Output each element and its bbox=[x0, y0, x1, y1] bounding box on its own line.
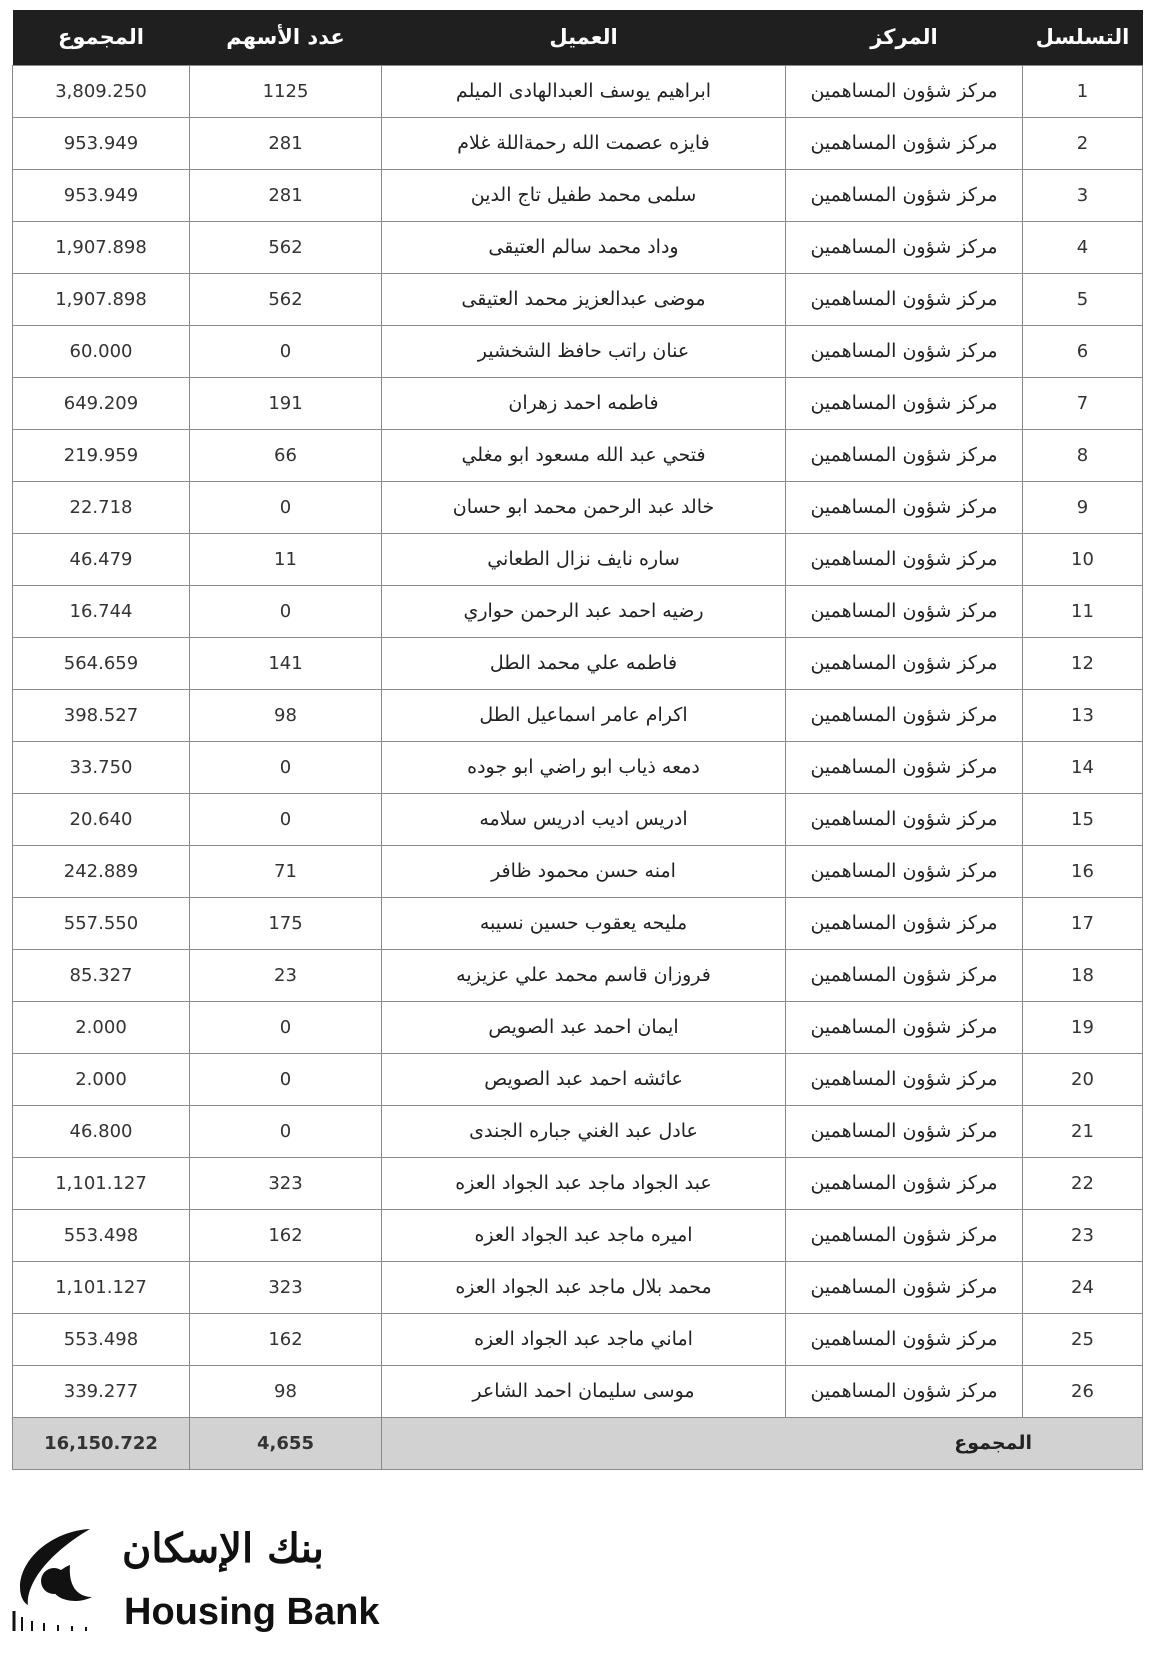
cell-seq: 20 bbox=[1023, 1053, 1143, 1105]
cell-seq: 15 bbox=[1023, 793, 1143, 845]
table-row bbox=[13, 273, 1143, 325]
cell-seq: 6 bbox=[1023, 325, 1143, 377]
table-row bbox=[13, 1157, 1143, 1209]
cell-seq: 19 bbox=[1023, 1001, 1143, 1053]
cell-total: 2.000 bbox=[13, 1053, 190, 1105]
cell-client: فاطمه احمد زهران bbox=[382, 377, 786, 429]
table-row bbox=[13, 637, 1143, 689]
cell-seq: 3 bbox=[1023, 169, 1143, 221]
table-row bbox=[13, 65, 1143, 117]
table-row bbox=[13, 377, 1143, 429]
cell-shares: 191 bbox=[190, 377, 382, 429]
cell-client: موضى عبدالعزيز محمد العتيقى bbox=[382, 273, 786, 325]
cell-center: مركز شؤون المساهمين bbox=[786, 689, 1023, 741]
cell-client: رضيه احمد عبد الرحمن حواري bbox=[382, 585, 786, 637]
cell-client: فتحي عبد الله مسعود ابو مغلي bbox=[382, 429, 786, 481]
cell-total: 398.527 bbox=[13, 689, 190, 741]
cell-shares: 0 bbox=[190, 1053, 382, 1105]
cell-shares: 0 bbox=[190, 1105, 382, 1157]
cell-center: مركز شؤون المساهمين bbox=[786, 273, 1023, 325]
cell-client: سلمى محمد طفيل تاج الدين bbox=[382, 169, 786, 221]
cell-seq: 8 bbox=[1023, 429, 1143, 481]
logo-english-text: Housing Bank bbox=[124, 1591, 380, 1633]
table-row bbox=[13, 1261, 1143, 1313]
table-row bbox=[13, 169, 1143, 221]
cell-shares: 162 bbox=[190, 1209, 382, 1261]
cell-shares: 141 bbox=[190, 637, 382, 689]
cell-center: مركز شؤون المساهمين bbox=[786, 741, 1023, 793]
cell-total: 1,101.127 bbox=[13, 1261, 190, 1313]
table-row bbox=[13, 533, 1143, 585]
header-center: المركز bbox=[870, 25, 938, 50]
cell-client: عائشه احمد عبد الصويص bbox=[382, 1053, 786, 1105]
cell-shares: 1125 bbox=[190, 65, 382, 117]
cell-seq: 1 bbox=[1023, 65, 1143, 117]
cell-center: مركز شؤون المساهمين bbox=[786, 1313, 1023, 1365]
table-row bbox=[13, 897, 1143, 949]
cell-center: مركز شؤون المساهمين bbox=[786, 793, 1023, 845]
cell-shares: 0 bbox=[190, 793, 382, 845]
cell-shares: 562 bbox=[190, 273, 382, 325]
cell-seq: 12 bbox=[1023, 637, 1143, 689]
cell-total: 953.949 bbox=[13, 117, 190, 169]
cell-total: 553.498 bbox=[13, 1209, 190, 1261]
cell-total: 339.277 bbox=[13, 1365, 190, 1417]
cell-client: عادل عبد الغني جباره الجندى bbox=[382, 1105, 786, 1157]
cell-seq: 10 bbox=[1023, 533, 1143, 585]
cell-client: اكرام عامر اسماعيل الطل bbox=[382, 689, 786, 741]
cell-shares: 0 bbox=[190, 741, 382, 793]
cell-seq: 24 bbox=[1023, 1261, 1143, 1313]
table-row bbox=[13, 1105, 1143, 1157]
table-row bbox=[13, 689, 1143, 741]
cell-total: 33.750 bbox=[13, 741, 190, 793]
cell-total: 60.000 bbox=[13, 325, 190, 377]
cell-client: عنان راتب حافظ الشخشير bbox=[382, 325, 786, 377]
cell-shares: 0 bbox=[190, 481, 382, 533]
table-row bbox=[13, 1365, 1143, 1417]
cell-center: مركز شؤون المساهمين bbox=[786, 481, 1023, 533]
cell-total: 953.949 bbox=[13, 169, 190, 221]
cell-center: مركز شؤون المساهمين bbox=[786, 637, 1023, 689]
cell-shares: 0 bbox=[190, 585, 382, 637]
footer-label: المجموع bbox=[382, 1417, 1143, 1469]
cell-total: 649.209 bbox=[13, 377, 190, 429]
cell-total: 22.718 bbox=[13, 481, 190, 533]
bank-logo-icon bbox=[12, 1525, 112, 1640]
cell-center: مركز شؤون المساهمين bbox=[786, 169, 1023, 221]
cell-seq: 11 bbox=[1023, 585, 1143, 637]
cell-client: فايزه عصمت الله رحمةاللة غلام bbox=[382, 117, 786, 169]
table-row bbox=[13, 585, 1143, 637]
cell-shares: 0 bbox=[190, 1001, 382, 1053]
cell-shares: 175 bbox=[190, 897, 382, 949]
table-row bbox=[13, 793, 1143, 845]
cell-center: مركز شؤون المساهمين bbox=[786, 1001, 1023, 1053]
cell-client: وداد محمد سالم العتيقى bbox=[382, 221, 786, 273]
cell-shares: 281 bbox=[190, 169, 382, 221]
cell-center: مركز شؤون المساهمين bbox=[786, 949, 1023, 1001]
table-footer-row bbox=[13, 1417, 1143, 1469]
cell-total: 1,101.127 bbox=[13, 1157, 190, 1209]
cell-seq: 9 bbox=[1023, 481, 1143, 533]
cell-client: دمعه ذياب ابو راضي ابو جوده bbox=[382, 741, 786, 793]
cell-center: مركز شؤون المساهمين bbox=[786, 845, 1023, 897]
cell-total: 1,907.898 bbox=[13, 273, 190, 325]
cell-client: ابراهيم يوسف العبدالهادى الميلم bbox=[382, 65, 786, 117]
cell-total: 242.889 bbox=[13, 845, 190, 897]
cell-total: 557.550 bbox=[13, 897, 190, 949]
cell-client: ادريس اديب ادريس سلامه bbox=[382, 793, 786, 845]
cell-shares: 98 bbox=[190, 689, 382, 741]
cell-seq: 13 bbox=[1023, 689, 1143, 741]
cell-client: امنه حسن محمود ظافر bbox=[382, 845, 786, 897]
cell-seq: 14 bbox=[1023, 741, 1143, 793]
cell-center: مركز شؤون المساهمين bbox=[786, 65, 1023, 117]
cell-seq: 25 bbox=[1023, 1313, 1143, 1365]
cell-client: فاطمه علي محمد الطل bbox=[382, 637, 786, 689]
cell-client: خالد عبد الرحمن محمد ابو حسان bbox=[382, 481, 786, 533]
cell-center: مركز شؤون المساهمين bbox=[786, 585, 1023, 637]
table-row bbox=[13, 481, 1143, 533]
cell-shares: 281 bbox=[190, 117, 382, 169]
cell-client: اميره ماجد عبد الجواد العزه bbox=[382, 1209, 786, 1261]
cell-seq: 26 bbox=[1023, 1365, 1143, 1417]
cell-seq: 23 bbox=[1023, 1209, 1143, 1261]
table-row bbox=[13, 325, 1143, 377]
cell-seq: 22 bbox=[1023, 1157, 1143, 1209]
cell-shares: 11 bbox=[190, 533, 382, 585]
cell-total: 2.000 bbox=[13, 1001, 190, 1053]
cell-shares: 98 bbox=[190, 1365, 382, 1417]
cell-center: مركز شؤون المساهمين bbox=[786, 117, 1023, 169]
cell-seq: 18 bbox=[1023, 949, 1143, 1001]
table-row bbox=[13, 949, 1143, 1001]
table-body bbox=[13, 65, 1143, 1417]
cell-shares: 323 bbox=[190, 1261, 382, 1313]
table-row bbox=[13, 845, 1143, 897]
cell-seq: 2 bbox=[1023, 117, 1143, 169]
cell-client: موسى سليمان احمد الشاعر bbox=[382, 1365, 786, 1417]
cell-client: ايمان احمد عبد الصويص bbox=[382, 1001, 786, 1053]
cell-center: مركز شؤون المساهمين bbox=[786, 1209, 1023, 1261]
cell-total: 3,809.250 bbox=[13, 65, 190, 117]
footer-shares: 4,655 bbox=[190, 1417, 382, 1469]
table-row bbox=[13, 1001, 1143, 1053]
table-header-row bbox=[13, 10, 1143, 65]
results-table-container bbox=[12, 10, 1142, 1470]
cell-center: مركز شؤون المساهمين bbox=[786, 1053, 1023, 1105]
cell-client: محمد بلال ماجد عبد الجواد العزه bbox=[382, 1261, 786, 1313]
cell-center: مركز شؤون المساهمين bbox=[786, 429, 1023, 481]
cell-center: مركز شؤون المساهمين bbox=[786, 533, 1023, 585]
cell-seq: 7 bbox=[1023, 377, 1143, 429]
cell-center: مركز شؤون المساهمين bbox=[786, 377, 1023, 429]
table-row bbox=[13, 1209, 1143, 1261]
cell-center: مركز شؤون المساهمين bbox=[786, 325, 1023, 377]
cell-client: ساره نايف نزال الطعاني bbox=[382, 533, 786, 585]
cell-client: عبد الجواد ماجد عبد الجواد العزه bbox=[382, 1157, 786, 1209]
cell-center: مركز شؤون المساهمين bbox=[786, 1261, 1023, 1313]
cell-center: مركز شؤون المساهمين bbox=[786, 221, 1023, 273]
cell-seq: 5 bbox=[1023, 273, 1143, 325]
cell-client: اماني ماجد عبد الجواد العزه bbox=[382, 1313, 786, 1365]
cell-client: فروزان قاسم محمد علي عزيزيه bbox=[382, 949, 786, 1001]
cell-shares: 323 bbox=[190, 1157, 382, 1209]
cell-shares: 0 bbox=[190, 325, 382, 377]
cell-total: 564.659 bbox=[13, 637, 190, 689]
cell-seq: 21 bbox=[1023, 1105, 1143, 1157]
cell-shares: 66 bbox=[190, 429, 382, 481]
table-row bbox=[13, 1313, 1143, 1365]
cell-total: 20.640 bbox=[13, 793, 190, 845]
cell-seq: 4 bbox=[1023, 221, 1143, 273]
cell-shares: 562 bbox=[190, 221, 382, 273]
header-total: المجموع bbox=[58, 25, 144, 50]
cell-total: 46.800 bbox=[13, 1105, 190, 1157]
cell-total: 16.744 bbox=[13, 585, 190, 637]
header-seq: التسلسل bbox=[1035, 25, 1130, 50]
cell-center: مركز شؤون المساهمين bbox=[786, 897, 1023, 949]
cell-client: مليحه يعقوب حسين نسيبه bbox=[382, 897, 786, 949]
cell-seq: 17 bbox=[1023, 897, 1143, 949]
cell-total: 553.498 bbox=[13, 1313, 190, 1365]
cell-center: مركز شؤون المساهمين bbox=[786, 1157, 1023, 1209]
footer-total: 16,150.722 bbox=[13, 1417, 190, 1469]
cell-total: 46.479 bbox=[13, 533, 190, 585]
cell-shares: 71 bbox=[190, 845, 382, 897]
cell-center: مركز شؤون المساهمين bbox=[786, 1365, 1023, 1417]
table-row bbox=[13, 1053, 1143, 1105]
cell-shares: 23 bbox=[190, 949, 382, 1001]
cell-center: مركز شؤون المساهمين bbox=[786, 1105, 1023, 1157]
shareholders-table bbox=[12, 10, 1143, 1470]
header-client: العميل bbox=[549, 25, 618, 50]
header-shares: عدد الأسهم bbox=[226, 25, 345, 50]
housing-bank-logo bbox=[12, 1525, 432, 1640]
cell-total: 1,907.898 bbox=[13, 221, 190, 273]
cell-seq: 16 bbox=[1023, 845, 1143, 897]
table-row bbox=[13, 741, 1143, 793]
cell-shares: 162 bbox=[190, 1313, 382, 1365]
cell-total: 85.327 bbox=[13, 949, 190, 1001]
table-row bbox=[13, 221, 1143, 273]
table-row bbox=[13, 117, 1143, 169]
cell-total: 219.959 bbox=[13, 429, 190, 481]
table-row bbox=[13, 429, 1143, 481]
logo-arabic-text: بنك الإسكان bbox=[122, 1525, 324, 1572]
